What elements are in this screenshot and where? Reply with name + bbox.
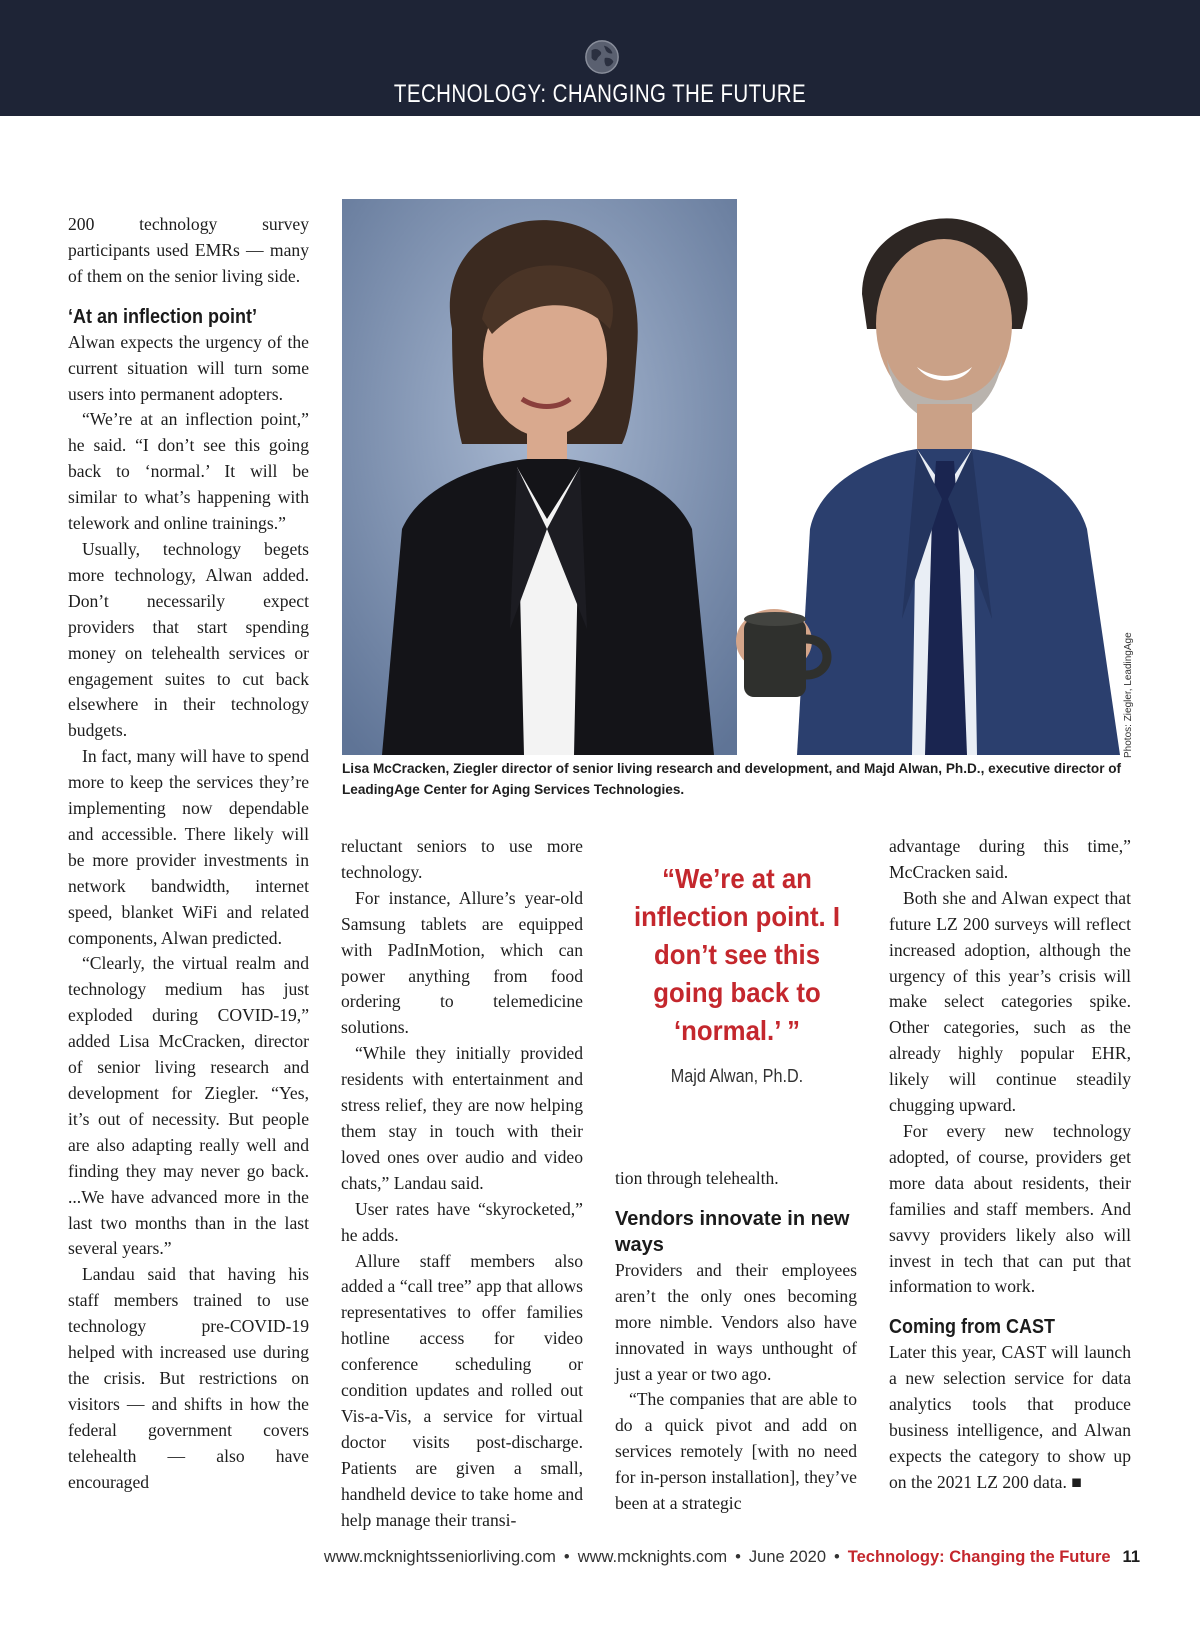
- paragraph: Usually, technology begets more technology, Alwan added. Don’t necessarily expect providers that start spending money on telehealth services or engagement suites to cut back elsewhere in their technology budgets.: [68, 538, 309, 741]
- paragraph: Providers and their employees aren’t the only ones becoming more nimble. Vendors also have innovated in ways unthought of just a year or two ago.: [615, 1259, 857, 1384]
- paragraph: advantage during this time,” McCracken said.: [889, 836, 1131, 882]
- paragraph: reluctant seniors to use more technology.: [341, 836, 583, 882]
- paragraph: For instance, Allure’s year-old Samsung tablets are equipped with PadInMotion, which can power anything from food ordering to telemedicine solutions.: [341, 887, 583, 1038]
- paragraph: User rates have “skyrocketed,” he adds.: [341, 1198, 583, 1245]
- column-2: [341, 834, 583, 1533]
- paragraph: 200 technology survey participants used EMRs — many of them on the senior living side.: [68, 214, 309, 286]
- footer-separator: •: [735, 1548, 741, 1566]
- paragraph: tion through telehealth.: [615, 1168, 779, 1188]
- column-3: [615, 1166, 857, 1517]
- footer-section: Technology: Changing the Future: [847, 1548, 1111, 1566]
- footer-site-link[interactable]: www.mcknights.com: [577, 1548, 728, 1566]
- pull-quote: [612, 860, 862, 1087]
- paragraph: For every new technology adopted, of course, providers get more data about residents, their families and staff members. And savvy providers likely also will invest in tech that can put that information to work.: [889, 1120, 1131, 1297]
- portrait-photos: [342, 199, 1132, 755]
- photo-caption: Lisa McCracken, Ziegler director of senior living research and development, and Majd Alwan, Ph.D., executive director of LeadingAge Center for Aging Services Technologies.: [342, 761, 1122, 797]
- footer-date: June 2020: [748, 1548, 826, 1566]
- paragraph: “The companies that are able to do a quick pivot and add on services remotely [with no need for in-person installation], they’ve been at a strategic: [615, 1389, 857, 1514]
- globe-icon: [583, 38, 621, 76]
- page-footer: [0, 1548, 1140, 1567]
- pull-quote-text: “We’re at an inflection point. I don’t see this going back to ‘normal.’ ”: [633, 863, 841, 1046]
- paragraph: Later this year, CAST will launch a new selection service for data analytics tools that produce business intelligence, and Alwan expects the category to show up on the 2021 LZ 200 data. ■: [889, 1342, 1131, 1492]
- paragraph: Landau said that having his staff members trained to use technology pre-COVID-19 helped with increased use during the crisis. But restrictions on visitors — and shifts in how the federal government covers telehealth — also have encouraged: [68, 1264, 309, 1492]
- footer-separator: •: [563, 1548, 570, 1566]
- section-title: TECHNOLOGY: CHANGING THE FUTURE: [393, 80, 807, 108]
- footer-site-link[interactable]: www.mcknightsseniorliving.com: [323, 1548, 556, 1566]
- subheading: Vendors innovate in new ways: [615, 1207, 850, 1256]
- photo-credit: Photos: Ziegler, LeadingAge: [1123, 632, 1134, 758]
- footer-separator: •: [834, 1548, 840, 1566]
- header-band: [0, 0, 1200, 116]
- column-4: [889, 834, 1131, 1496]
- page-number: 11: [1122, 1548, 1140, 1566]
- paragraph: In fact, many will have to spend more to keep the services they’re implementing now dependable and accessible. There likely will be more provider investments in network bandwidth, internet speed, blanket WiFi and related components, Alwan predicted.: [68, 746, 309, 948]
- paragraph: Both she and Alwan expect that future LZ 200 surveys will reflect increased adoption, although the urgency of this year’s crisis will make select categories spike. Other categories, such as the already highly popular EHR, likely will continue steadily chugging upward.: [889, 887, 1131, 1116]
- paragraph: “We’re at an inflection point,” he said. “I don’t see this going back to ‘normal.’ It will be similar to what’s happening with telework and online trainings.”: [68, 409, 309, 534]
- paragraph: “Clearly, the virtual realm and technology medium has just exploded during COVID-19,” added Lisa McCracken, director of senior living research and development for Ziegler. “Yes, it’s out of necessity. But people are also adapting really well and finding they may never go back. ...We have advanced more in the last two months than in the last several years.”: [68, 953, 309, 1259]
- subheading: Coming from CAST: [889, 1316, 1055, 1339]
- subheading: ‘At an inflection point’: [68, 305, 257, 328]
- column-1: [68, 212, 309, 1496]
- paragraph: Alwan expects the urgency of the current situation will turn some users into permanent adopters.: [68, 331, 309, 404]
- pull-quote-attribution: Majd Alwan, Ph.D.: [670, 1066, 804, 1086]
- paragraph: “While they initially provided residents with entertainment and stress relief, they are now helping them stay in touch with their loved ones over audio and video chats,” Landau said.: [341, 1043, 583, 1193]
- paragraph: Allure staff members also added a “call tree” app that allows representatives to offer families hotline access for video conference scheduling or condition updates and rolled out Vis-a-Vis, a service for virtual doctor visits post-discharge. Patients are given a small, handheld device to take home and help manage their transi-: [341, 1250, 583, 1530]
